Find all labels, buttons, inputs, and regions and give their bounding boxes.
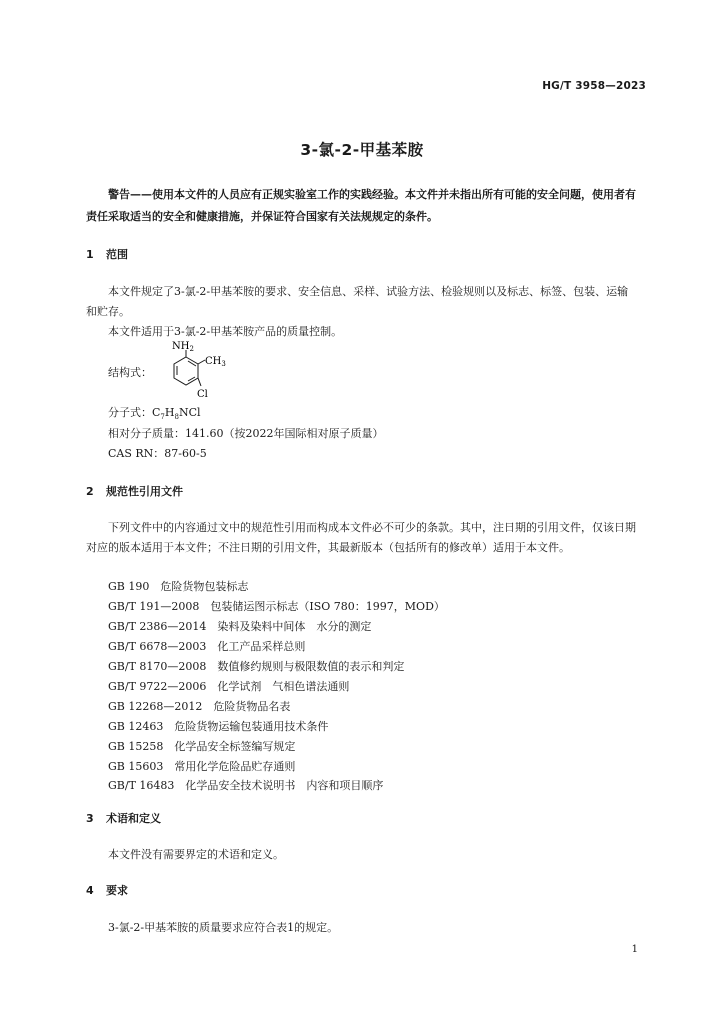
standard-number: HG/T 3958—2023 [542,80,646,92]
formula-h-sub: 8 [174,413,179,422]
reference-title: 数值修约规则与极限数值的表示和判定 [217,660,405,673]
scope-paragraph: 本文件规定了3-氯-2-甲基苯胺的要求、安全信息、采样、试验方法、检验规则以及标志、标签、包装、运输和贮存。 [86,285,629,318]
section-number: 2 [86,485,94,498]
reference-item [108,758,295,774]
reference-code: GB/T 6678—2003 [108,640,207,653]
reference-code: GB/T 8170—2008 [108,660,207,673]
scope-applicability: 本文件适用于3-氯-2-甲基苯胺产品的质量控制。 [108,325,343,338]
reference-item [108,618,371,634]
formula-h: H [164,406,175,419]
reference-title: 化学试剂 气相色谱法通则 [217,680,350,693]
warning-text: 警告——使用本文件的人员应有正规实验室工作的实践经验。本文件并未指出所有可能的安全问题，使用者有责任采取适当的安全和健康措施，并保证符合国家有关法规规定的条件。 [86,188,636,223]
reference-item [108,638,305,654]
normative-references-intro: 下列文件中的内容通过文中的规范性引用而构成本文件必不可少的条款。其中，注日期的引用文件，仅该日期对应的版本适用于本文件；不注日期的引用文件，其最新版本（包括所有的修改单）适用于本文件。 [86,521,636,554]
structure-label: 结构式： [108,366,152,379]
section-number: 3 [86,812,94,825]
section-number: 4 [86,884,94,897]
molecular-mass: 相对分子质量：141.60（按2022年国际相对原子质量） [108,427,384,440]
reference-title: 染料及染料中间体 水分的测定 [217,620,372,633]
section-number: 1 [86,248,94,261]
reference-item [108,718,328,734]
benzene-ring [174,350,205,386]
reference-title: 包装储运图示标志（ISO 780：1997，MOD） [210,600,445,613]
reference-code: GB/T 191—2008 [108,600,200,613]
molecular-formula [108,404,201,421]
section-4-heading [86,882,128,898]
terms-paragraph: 本文件没有需要界定的术语和定义。 [108,848,284,861]
reference-title: 化学品安全技术说明书 内容和项目顺序 [185,779,384,792]
reference-title: 常用化学危险品贮存通则 [174,760,296,773]
reference-item [108,578,248,594]
formula-rest: NCl [178,406,201,419]
reference-code: GB 12463 [108,720,164,733]
section-1-heading [86,246,128,262]
page-number: 1 [631,944,638,955]
formula-c: C [152,406,161,419]
structural-formula [150,340,230,402]
ch3-label: $CH_3$ [205,356,226,368]
reference-code: GB/T 2386—2014 [108,620,207,633]
cas-number: CAS RN：87-60-5 [108,447,207,460]
reference-title: 危险货物包装标志 [160,580,249,593]
nh2-label: $NH_2$ [172,341,194,353]
section-title: 术语和定义 [106,812,161,825]
page-title: 3-氯-2-甲基苯胺 [300,141,424,159]
reference-title: 化工产品采样总则 [217,640,306,653]
reference-code: GB/T 16483 [108,779,175,792]
reference-code: GB 15258 [108,740,164,753]
reference-item [108,678,349,694]
section-2-heading [86,483,183,499]
reference-code: GB 190 [108,580,150,593]
reference-item [108,598,445,614]
formula-label: 分子式： [108,406,152,419]
section-title: 范围 [106,248,128,261]
cl-label: Cl [197,389,208,400]
formula-c-sub: 7 [160,413,165,422]
reference-item [108,777,383,793]
reference-item [108,738,295,754]
section-title: 要求 [106,884,128,897]
reference-code: GB 12268—2012 [108,700,203,713]
section-title: 规范性引用文件 [106,485,183,498]
requirements-paragraph: 3-氯-2-甲基苯胺的质量要求应符合表1的规定。 [108,921,339,934]
reference-item [108,698,290,714]
reference-code: GB 15603 [108,760,164,773]
reference-code: GB/T 9722—2006 [108,680,207,693]
reference-title: 化学品安全标签编写规定 [174,740,296,753]
section-3-heading [86,810,161,826]
reference-title: 危险货物运输包装通用技术条件 [174,720,329,733]
reference-item [108,658,404,674]
reference-title: 危险货物品名表 [213,700,291,713]
